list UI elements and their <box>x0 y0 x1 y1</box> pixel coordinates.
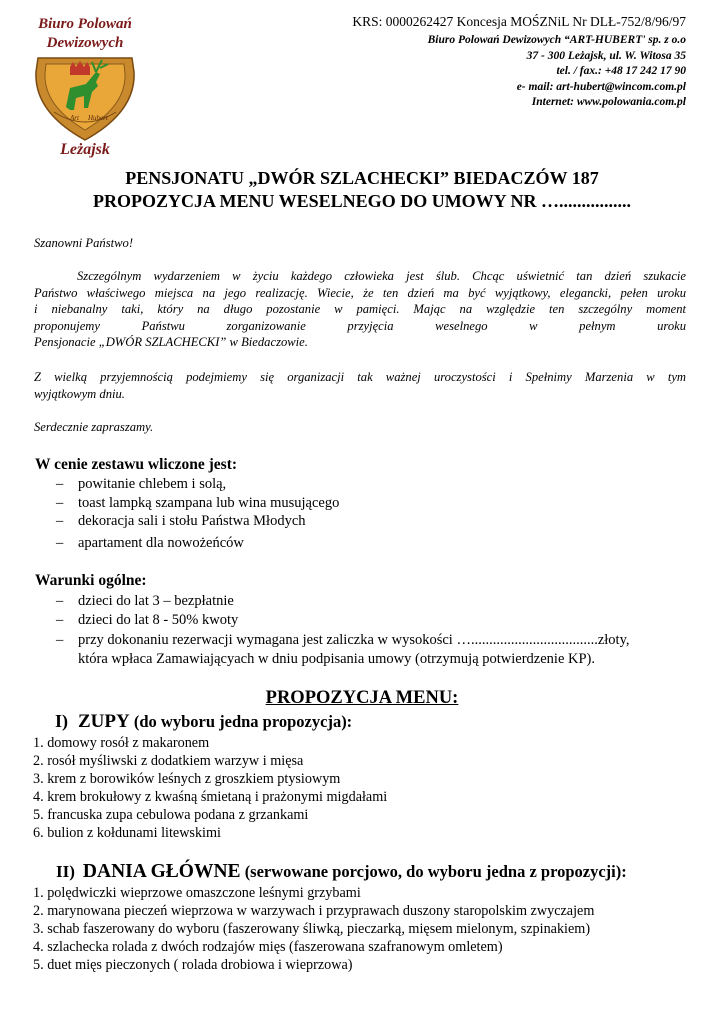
soup-item: 6. bulion z kołdunami litewskimi <box>33 825 221 841</box>
soups-list <box>33 734 387 842</box>
closing: Serdecznie zapraszamy. <box>34 420 154 434</box>
condition-item <box>34 631 694 668</box>
menu-heading-wrap <box>0 688 724 709</box>
logo-text-top-2: Dewizowych <box>46 35 124 51</box>
condition-item: – dzieci do lat 3 – bezpłatnie <box>34 592 694 611</box>
soup-item: 2. rosół myśliwski z dodatkiem warzyw i mięsa <box>33 753 304 769</box>
soup-item: 4. krem brokułowy z kwaśną śmietaną i prażonymi migdałami <box>33 789 388 805</box>
included-item: – dekoracja sali i stołu Państwa Młodych <box>34 512 694 531</box>
mains-list <box>33 884 594 974</box>
included-heading: W cenie zestawu wliczone jest: <box>35 456 238 473</box>
condition-item-continuation: która wpłaca Zamawiającyach w dniu podpisania umowy (otrzymują potwierdzenie KP). <box>78 650 595 667</box>
included-item: – toast lampką szampana lub wina musującego <box>34 494 694 513</box>
menu-heading: PROPOZYCJA MENU: <box>265 688 459 708</box>
main-dish-item: 1. polędwiczki wieprzowe omaszczone leśnymi grzybami <box>33 885 361 901</box>
soups-title: ZUPY <box>78 711 130 732</box>
conditions-list <box>34 592 694 668</box>
intro-line: Pensjonacie „DWÓR SZLACHECKI” w Biedaczowie. <box>34 335 308 349</box>
header-krs: KRS: 0000262427 Koncesja MOŚZNiL Nr DLŁ-752/8/96/97 <box>352 14 686 29</box>
soup-item: 1. domowy rosół z makaronem <box>33 735 210 751</box>
main-dish-item: 4. szlachecka rolada z dwóch rodzajów mięs (faszerowana szafranowym omletem) <box>33 939 503 955</box>
included-list <box>34 475 694 552</box>
soups-heading <box>55 711 352 733</box>
company-logo <box>26 12 144 158</box>
intro-line: i niebanalny taki, który na długo pozostanie w pamięci. Mając na względzie ten szczególny moment <box>34 302 686 316</box>
main-dish-item: 2. marynowana pieczeń wieprzowa w warzywach i przyprawach duszony staropolskim zwyczajem <box>33 903 595 919</box>
condition-item-text: przy dokonaniu rezerwacji wymagana jest zaliczka w wysokości …...................................złoty, <box>78 632 630 648</box>
second-line: Z wielką przyjemnością podejmiemy się organizacji tak ważnej uroczystości i Spełnimy Marzenia w tym <box>34 370 686 384</box>
soup-item: 3. krem z borowików leśnych z groszkiem ptysiowym <box>33 771 341 787</box>
intro-paragraph <box>34 268 686 351</box>
document-title-line-1: PENSJONATU „DWÓR SZLACHECKI” BIEDACZÓW 187 <box>125 168 599 188</box>
second-paragraph <box>34 369 686 402</box>
soups-numeral: I) <box>55 711 68 731</box>
intro-line: proponujemy Państwu zorganizowanie przyjęcia weselnego w pełnym uroku <box>34 318 686 333</box>
mains-heading <box>56 861 627 883</box>
second-line: wyjątkowym dniu. <box>34 386 125 401</box>
logo-text-top-1: Biuro Polowań <box>38 16 132 32</box>
included-item: – apartament dla nowożeńców <box>34 534 694 553</box>
header-address: 37 - 300 Leżajsk, ul. W. Witosa 35 <box>526 50 686 62</box>
header-website: Internet: www.polowania.com.pl <box>531 96 686 108</box>
mains-numeral: II) <box>56 862 75 881</box>
main-dish-item: 5. duet mięs pieczonych ( rolada drobiowa i wieprzowa) <box>33 957 353 973</box>
logo-text-bottom: Leżajsk <box>60 141 110 158</box>
main-dish-item: 3. schab faszerowany do wyboru (faszerowany śliwką, pieczarką, mięsem mielonym, szpinakiem) <box>33 921 591 937</box>
header-email: e- mail: art-hubert@wincom.com.pl <box>516 81 686 93</box>
header-company: Biuro Polowań Dewizowych “ART-HUBERT' sp. z o.o <box>427 34 686 46</box>
soup-item: 5. francuska zupa cebulowa podana z grzankami <box>33 807 309 823</box>
soups-title-rest: (do wyboru jedna propozycja): <box>129 712 353 731</box>
logo-ribbon-text-2: Hubert <box>88 114 108 122</box>
header-phone: tel. / fax.: +48 17 242 17 90 <box>556 65 686 77</box>
intro-line: Szczególnym wydarzeniem w życiu każdego człowieka jest ślub. Chcąc uświetnić tan dzień szukacie <box>77 269 686 283</box>
included-item: – powitanie chlebem i solą, <box>34 475 694 494</box>
intro-line: Państwo właściwego miejsca na jego realizację. Wiecie, że ten dzień ma być wyjątkowy, elegancki, pełen uroku <box>34 285 686 300</box>
document-title-line-2: PROPOZYCJA MENU WESELNEGO DO UMOWY NR …................ <box>92 191 632 211</box>
conditions-heading: Warunki ogólne: <box>35 572 147 589</box>
greeting: Szanowni Państwo! <box>34 236 134 250</box>
mains-title: DANIA GŁÓWNE <box>82 861 241 882</box>
mains-title-rest: (serwowane porcjowo, do wyboru jedna z propozycji): <box>240 862 627 881</box>
logo-ribbon-text-1: Art <box>70 114 79 122</box>
condition-item: – dzieci do lat 8 - 50% kwoty <box>34 611 694 630</box>
